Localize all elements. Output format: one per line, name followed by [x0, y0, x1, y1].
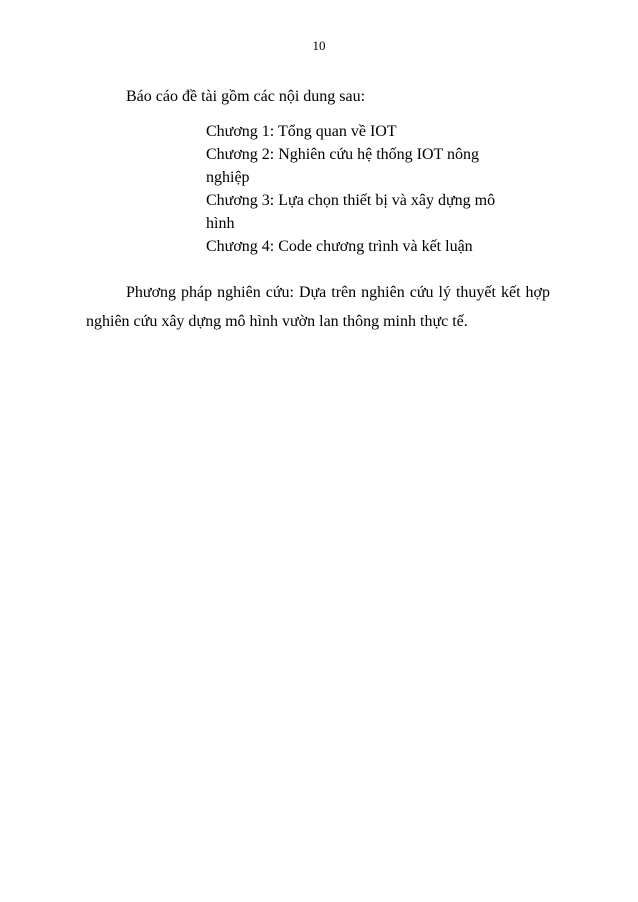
method-line: nghiên cứu xây dựng mô hình vườn lan thông minh thực tế. [86, 313, 468, 330]
chapter-list [206, 120, 506, 258]
page-number: 10 [312, 38, 326, 53]
chapter-line: Chương 2: Nghiên cứu hệ thống IOT nông [206, 146, 480, 163]
chapter-line: nghiệp [206, 169, 250, 186]
chapter-line: Chương 4: Code chương trình và kết luận [206, 238, 473, 255]
chapter-line: Chương 1: Tổng quan về IOT [206, 123, 397, 140]
chapter-line: hình [206, 215, 235, 232]
method-line: Phương pháp nghiên cứu: Dựa trên nghiên cứu lý thuyết kết hợp [126, 284, 550, 301]
intro-paragraph: Báo cáo đề tài gồm các nội dung sau: [126, 88, 366, 105]
chapter-line: Chương 3: Lựa chọn thiết bị và xây dựng mô [206, 192, 496, 209]
research-method-paragraph [86, 278, 550, 336]
